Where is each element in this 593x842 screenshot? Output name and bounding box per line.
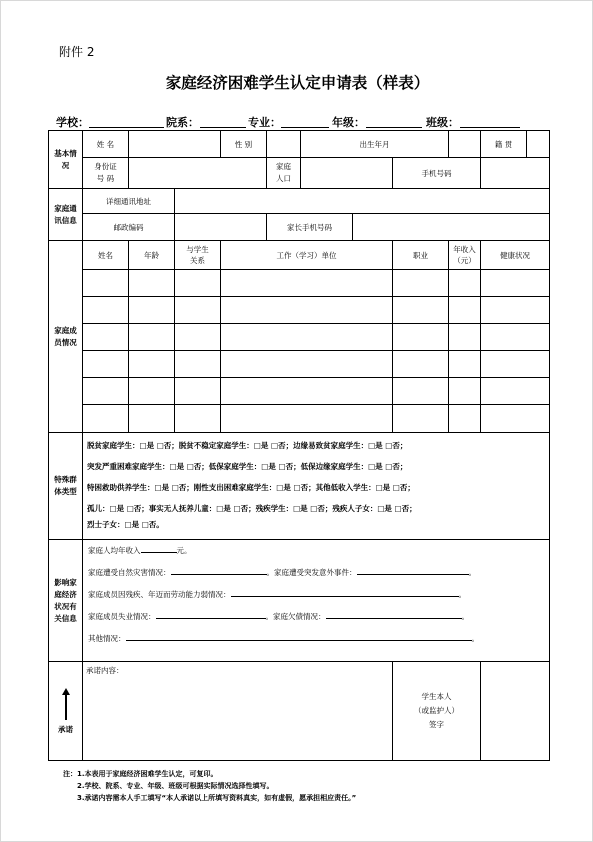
basic-info-section-label: 基本情况: [49, 131, 83, 189]
table-row: [49, 270, 550, 297]
table-row: [49, 351, 550, 378]
table-row: [49, 405, 550, 433]
attachment-label: 附件 2: [59, 45, 95, 59]
mobile-label: 手机号码: [393, 158, 481, 189]
school-info-line: [56, 114, 546, 130]
up-arrow-icon: [62, 688, 70, 720]
address-label: 详细通讯地址: [83, 189, 175, 214]
special-group-options[interactable]: 脱贫家庭学生：□是 □否；脱贫不稳定家庭学生：□是 □否；边缘易致贫家庭学生：□是 □否； 突发严重困难家庭学生：□是 □否；低保家庭学生：□是 □否；低保边缘家庭学生：□是 □否； 特困救助供养学生：□是 □否；刚性支出困难家庭学生：□是 □否；其他低收入学生：□是 □否； 孤儿：□是 □否；事实无人抚养儿童：□是 □否；残疾学生：□是 □否；残疾人子女：□是 □否； 烈士子女：□是 □否。: [83, 433, 550, 540]
member-job-header: 职业: [393, 241, 449, 270]
faculty-label: 院系：: [166, 116, 199, 129]
member-income-header: 年收入 （元）: [449, 241, 481, 270]
id-card-label: 身份证 号 码: [83, 158, 129, 189]
postcode-label: 邮政编码: [83, 214, 175, 241]
postcode-field[interactable]: [175, 214, 267, 241]
influence-info-fields[interactable]: 家庭人均年收入 元。 家庭遭受自然灾害情况： 。家庭遭受突发意外事件： 。 家庭成员因残疾、年迈而劳动能力弱情况： 。 家庭成员失业情况： 。家庭欠债情况： 。 其他情况： 。: [83, 540, 550, 662]
notes: 注：1.本表用于家庭经济困难学生认定，可复印。 2.学校、院系、专业、年级、班级可根据实际情况选择性填写。 3.承诺内容需本人手工填写“本人承诺以上所填写资料真实，如有虚假，愿承担相应责任。”: [63, 770, 357, 802]
parent-mobile-label: 家长手机号码: [267, 214, 353, 241]
member-work-header: 工作（学习）单位: [221, 241, 393, 270]
contact-section-label: 家庭通讯信息: [49, 189, 83, 241]
member-relation-header: 与学生 关系: [175, 241, 221, 270]
signature-field[interactable]: [481, 662, 550, 761]
major-label: 专业：: [248, 116, 281, 129]
birth-field[interactable]: [449, 131, 481, 158]
address-field[interactable]: [175, 189, 550, 214]
table-row: [49, 378, 550, 405]
gender-label: 性 别: [221, 131, 267, 158]
origin-label: 籍 贯: [481, 131, 527, 158]
promise-section-label: 承诺: [49, 662, 83, 761]
mobile-field[interactable]: [481, 158, 550, 189]
name-label: 姓 名: [83, 131, 129, 158]
faculty-field[interactable]: [200, 127, 246, 128]
birth-label: 出生年月: [301, 131, 449, 158]
influence-section-label: 影响家庭经济状况有关信息: [49, 540, 83, 662]
class-label: 班级：: [426, 116, 459, 129]
major-field[interactable]: [281, 127, 329, 128]
member-age-header: 年龄: [129, 241, 175, 270]
table-row: [49, 324, 550, 351]
grade-label: 年级：: [332, 116, 365, 129]
id-card-field[interactable]: [129, 158, 267, 189]
member-name-header: 姓名: [83, 241, 129, 270]
page-title: 家庭经济困难学生认定申请表（样表）: [165, 74, 430, 92]
signature-label: 学生本人 （或监护人） 签字: [393, 662, 481, 761]
table-row: [49, 297, 550, 324]
name-field[interactable]: [129, 131, 221, 158]
parent-mobile-field[interactable]: [353, 214, 550, 241]
member-health-header: 健康状况: [481, 241, 550, 270]
grade-field[interactable]: [366, 127, 422, 128]
household-field[interactable]: [301, 158, 393, 189]
application-form-table: [48, 130, 550, 761]
school-label: 学校：: [56, 116, 89, 129]
origin-field[interactable]: [527, 131, 550, 158]
household-label: 家庭 人口: [267, 158, 301, 189]
family-members-section-label: 家庭成员情况: [49, 241, 83, 433]
gender-field[interactable]: [267, 131, 301, 158]
promise-content-field[interactable]: 承诺内容：: [83, 662, 393, 761]
class-field[interactable]: [460, 127, 520, 128]
school-field[interactable]: [89, 127, 164, 128]
special-group-section-label: 特殊群体类型: [49, 433, 83, 540]
